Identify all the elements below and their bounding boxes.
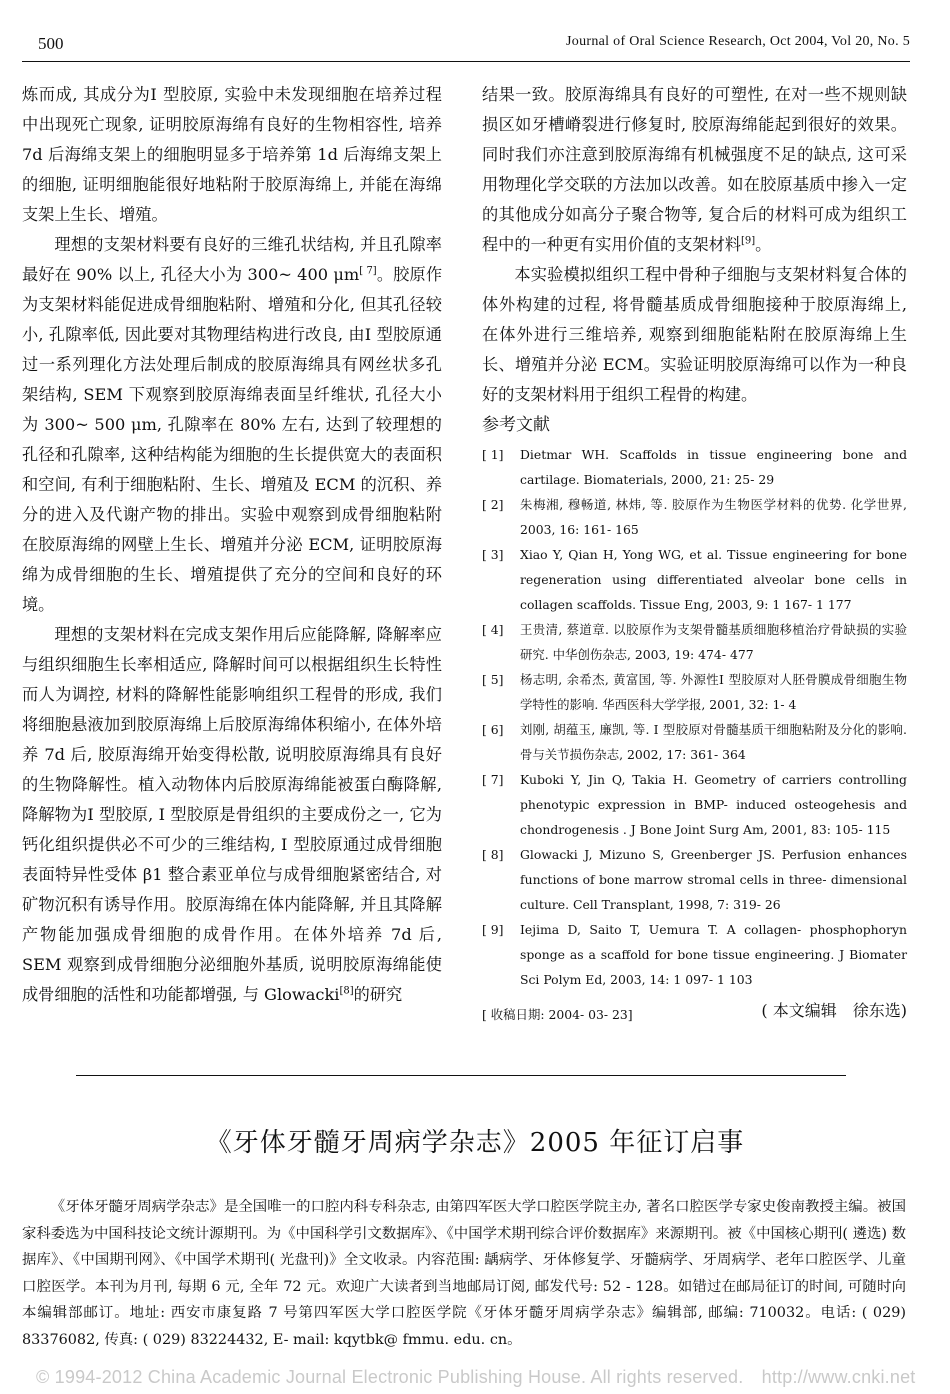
section-divider	[76, 1075, 846, 1076]
paragraph-1: 炼而成, 其成分为Ⅰ 型胶原, 实验中未发现细胞在培养过程中出现死亡现象, 证明胶原海绵有良好的生物相容性, 培养 7d 后海绵支架上的细胞明显多于培养第 1d 后海绵支架上的细胞, 证明细胞能很好地粘附于胶原海绵上, 并能在海绵支架上生长、增殖。	[22, 85, 442, 224]
reference-number: [ 3]	[482, 547, 504, 562]
running-header	[22, 34, 910, 58]
citation-7: [ 7]	[359, 265, 377, 277]
paragraph-2	[22, 230, 442, 620]
left-column	[22, 80, 442, 1010]
reference-number: [ 5]	[482, 672, 504, 687]
notice-body: 《牙体牙髓牙周病学杂志》是全国唯一的口腔内科专科杂志, 由第四军医大学口腔医学院主办, 著名口腔医学专家史俊南教授主编。被国家科委选为中国科技论文统计源期刊。为《中国科学引文数据库》、《中国学术期刊综合评价数据库》来源期刊。被《中国核心期刊( 遴选) 数据库》、《中国期刊网》、《中国学术期刊( 光盘刊)》全文收录。内容范围: 龋病学、牙体修复学、牙髓病学、牙周病学、老年口腔医学、儿童口腔医学。本刊为月刊, 每期 6 元, 全年 72 元。欢迎广大读者到当地邮局订阅, 邮发代号: 52 - 128。如错过在邮局征订的时间, 可随时向本编辑部邮订。地址: 西安市康复路 7 号第四军医大学口腔医学院《牙体牙髓牙周病学杂志》编辑部, 邮编: 710032。电话: ( 029) 83376082, 传真: ( 029) 83224432, E- mail: kqytbk@ fmmu. edu. cn。	[22, 1199, 906, 1348]
citation-8: [8]	[339, 985, 354, 997]
reference-text: 朱梅湘, 穆畅道, 林炜, 等. 胶原作为生物医学材料的优势. 化学世界, 2003, 16: 161- 165	[520, 497, 907, 537]
paragraph-3-part-b: 的研究	[353, 985, 403, 1004]
reference-text: Glowacki J, Mizuno S, Greenberger JS. Perfusion enhances functions of bone marrow stromal cells in three- dimensional culture. Cell Transplant, 1998, 7: 319- 26	[520, 847, 907, 912]
reference-item	[482, 717, 907, 767]
reference-text: Iejima D, Saito T, Uemura T. A collagen- phosphophoryn sponge as a scaffold for bone tissue engineering. J Biomater Sci Polym Ed, 2003, 14: 1 097- 1 103	[520, 922, 907, 987]
reference-item	[482, 617, 907, 667]
reference-item	[482, 842, 907, 917]
reference-number: [ 9]	[482, 922, 504, 937]
reference-item	[482, 917, 907, 992]
reference-item	[482, 492, 907, 542]
reference-text: 王贵清, 蔡道章. 以胶原作为支架骨髓基质细胞移植治疗骨缺损的实验研究. 中华创伤杂志, 2003, 19: 474- 477	[520, 622, 907, 662]
citation-9: [9]	[741, 235, 756, 247]
reference-item	[482, 767, 907, 842]
copyright-watermark: © 1994-2012 China Academic Journal Electronic Publishing House. All rights reserved. http://www.cnki.net	[36, 1367, 916, 1387]
reference-text: 刘刚, 胡蕴玉, 廉凯, 等. Ⅰ 型胶原对骨髓基质干细胞粘附及分化的影响. 骨与关节损伤杂志, 2002, 17: 361- 364	[520, 722, 907, 762]
header-rule	[22, 61, 910, 62]
paragraph-4-part-a: 结果一致。胶原海绵具有良好的可塑性, 在对一些不规则缺损区如牙槽嵴裂进行修复时, 胶原海绵能起到很好的效果。同时我们亦注意到胶原海绵有机械强度不足的缺点, 这可采用物理化学交联的方法加以改善。如在胶原基质中掺入一定的其他成分如高分子聚合物等, 复合后的材料可成为组织工程中的一种更有实用价值的支架材料	[482, 85, 907, 254]
reference-number: [ 6]	[482, 722, 504, 737]
reference-text: Dietmar WH. Scaffolds in tissue engineering bone and cartilage. Biomaterials, 2000, 21: 25- 29	[520, 447, 907, 487]
received-date-line	[482, 1000, 907, 1024]
paragraph-2-part-a: 理想的支架材料要有良好的三维孔状结构, 并且孔隙率最好在 90% 以上, 孔径大小为 300~ 400 μm	[22, 235, 442, 284]
reference-number: [ 8]	[482, 847, 504, 862]
received-date: [ 收稿日期: 2004- 03- 23]	[482, 1007, 633, 1022]
paragraph-4-part-b: 。	[755, 235, 772, 254]
editor-credit: ( 本文编辑 徐东选)	[761, 1001, 907, 1020]
paragraph-3-part-a: 理想的支架材料在完成支架作用后应能降解, 降解率应与组织细胞生长率相适应, 降解时间可以根据组织生长特性而人为调控, 材料的降解性能影响组织工程骨的形成, 我们将细胞悬液加到胶原海绵上后胶原海绵体积缩小, 在体外培养 7d 后, 胶原海绵开始变得松散, 说明胶原海绵具有良好的生物降解性。植入动物体内后胶原海绵能被蛋白酶降解, 降解物为Ⅰ 型胶原, Ⅰ 型胶原是骨组织的主要成份之一, 它为钙化组织提供必不可少的三维结构, Ⅰ 型胶原通过成骨细胞表面特异性受体 β1 整合素亚单位与成骨细胞紧密结合, 对矿物沉积有诱导作用。胶原海绵在体内能降解, 并且其降解产物能加强成骨细胞的成骨作用。在体外培养 7d 后, SEM 观察到成骨细胞分泌细胞外基质, 说明胶原海绵能使成骨细胞的活性和功能都增强, 与 Glowacki	[22, 625, 442, 1004]
reference-number: [ 1]	[482, 447, 504, 462]
page-number: 500	[38, 34, 64, 53]
reference-text: 杨志明, 余希杰, 黄富国, 等. 外源性Ⅰ 型胶原对人胚骨膜成骨细胞生物学特性的影响. 华西医科大学学报, 2001, 32: 1- 4	[520, 672, 907, 712]
journal-citation: Journal of Oral Science Research, Oct 2004, Vol 20, No. 5	[566, 34, 910, 49]
reference-list	[482, 442, 907, 992]
reference-item	[482, 542, 907, 617]
reference-item	[482, 667, 907, 717]
reference-text: Xiao Y, Qian H, Yong WG, et al. Tissue engineering for bone regeneration using differentiated alveolar bone cells in collagen scaffolds. Tissue Eng, 2003, 9: 1 167- 1 177	[520, 547, 907, 612]
reference-number: [ 2]	[482, 497, 504, 512]
reference-text: Kuboki Y, Jin Q, Takia H. Geometry of carriers controlling phenotypic expression in BMP- induced osteogehesis and chondrogenesis . J Bone Joint Surg Am, 2001, 83: 105- 115	[520, 772, 907, 837]
paragraph-2-part-b: 。胶原作为支架材料能促进成骨细胞粘附、增殖和分化, 但其孔径较小, 孔隙率低, 因此要对其物理结构进行改良, 由Ⅰ 型胶原通过一系列理化方法处理后制成的胶原海绵具有网丝状多孔架结构, SEM 下观察到胶原海绵表面呈纤维状, 孔径大小为 300~ 500 μm, 孔隙率在 80% 左右, 达到了较理想的孔径和孔隙率, 这种结构能为细胞的生长提供宽大的表面积和空间, 有利于细胞粘附、生长、增殖及 ECM 的沉积、养分的进入及代谢产物的排出。实验中观察到成骨细胞粘附在胶原海绵的网壁上生长、增殖并分泌 ECM, 证明胶原海绵为成骨细胞的生长、增殖提供了充分的空间和良好的环境。	[22, 265, 443, 614]
reference-number: [ 4]	[482, 622, 504, 637]
notice-title: 《牙体牙髓牙周病学杂志》2005 年征订启事	[205, 1128, 745, 1158]
paragraph-4	[482, 80, 907, 260]
references-heading: 参考文献	[482, 415, 550, 435]
reference-item	[482, 442, 907, 492]
paragraph-5: 本实验模拟组织工程中骨种子细胞与支架材料复合体的体外构建的过程, 将骨髓基质成骨细胞接种于胶原海绵上, 在体外进行三维培养, 观察到细胞能粘附在胶原海绵上生长、增殖并分泌 ECM。实验证明胶原海绵可以作为一种良好的支架材料用于组织工程骨的构建。	[482, 265, 907, 404]
reference-number: [ 7]	[482, 772, 504, 787]
paragraph-3	[22, 620, 442, 1010]
right-column	[482, 80, 907, 1024]
